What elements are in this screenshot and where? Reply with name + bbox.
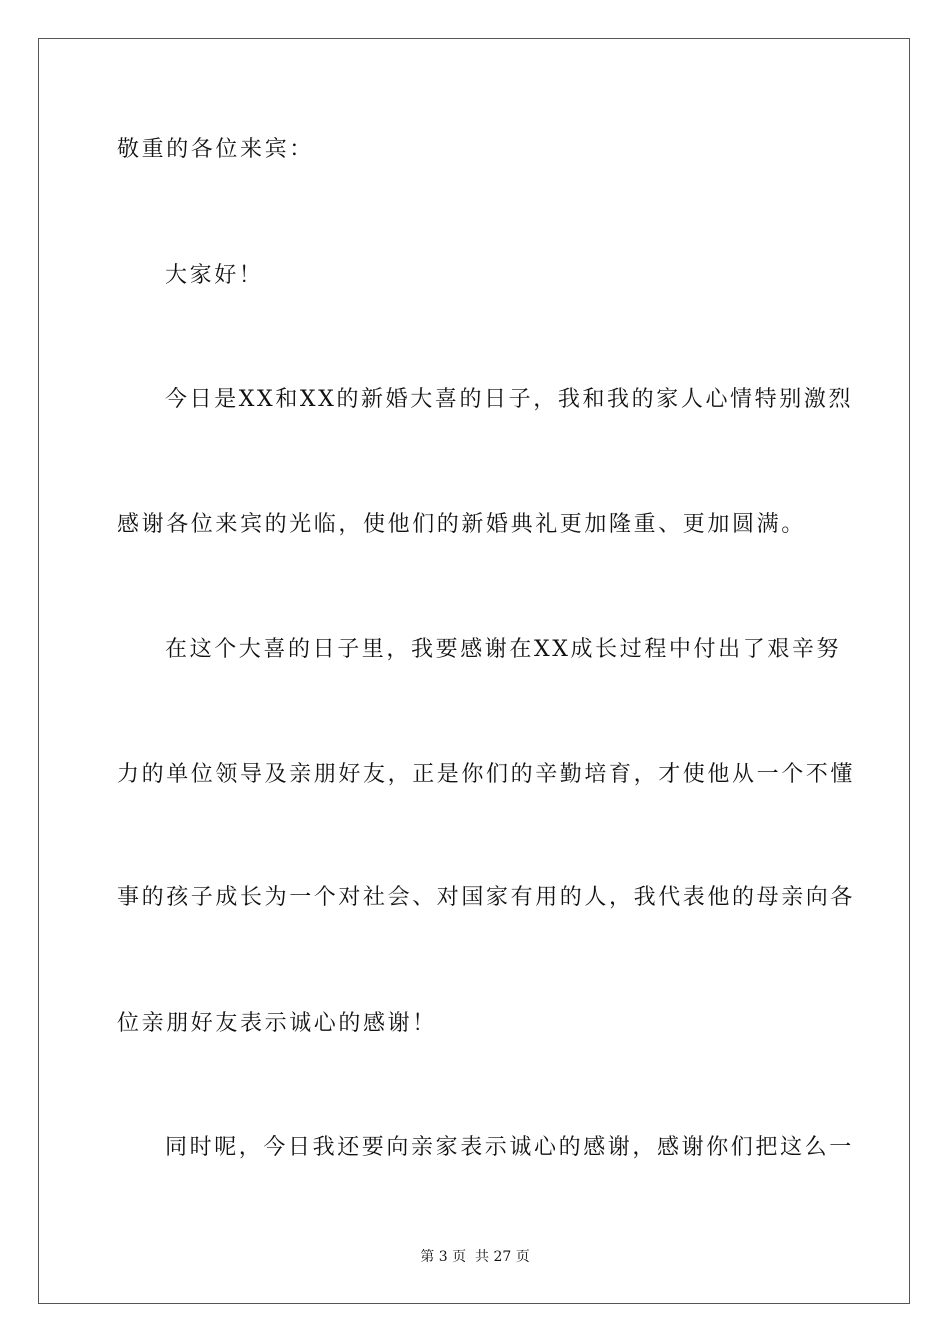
- body-line-3: 在这个大喜的日子里，我要感谢在XX成长过程中付出了艰辛努: [165, 637, 842, 662]
- body-line-2: 感谢各位来宾的光临，使他们的新婚典礼更加隆重、更加圆满。: [117, 512, 806, 537]
- body-line-6: 位亲朋好友表示诚心的感谢！: [117, 1011, 437, 1036]
- page-number-footer: 第 3 页 共 27 页: [420, 1249, 530, 1265]
- salutation-line: 敬重的各位来宾：: [117, 137, 314, 162]
- body-line-1: 今日是XX和XX的新婚大喜的日子，我和我的家人心情特别激烈: [165, 387, 854, 412]
- page-border: [38, 38, 910, 1304]
- body-line-7: 同时呢，今日我还要向亲家表示诚心的感谢，感谢你们把这么一: [165, 1135, 854, 1160]
- body-line-4: 力的单位领导及亲朋好友，正是你们的辛勤培育，才使他从一个不懂: [117, 762, 856, 787]
- greeting-line: 大家好！: [165, 263, 264, 288]
- body-line-5: 事的孩子成长为一个对社会、对国家有用的人，我代表他的母亲向各: [117, 885, 856, 910]
